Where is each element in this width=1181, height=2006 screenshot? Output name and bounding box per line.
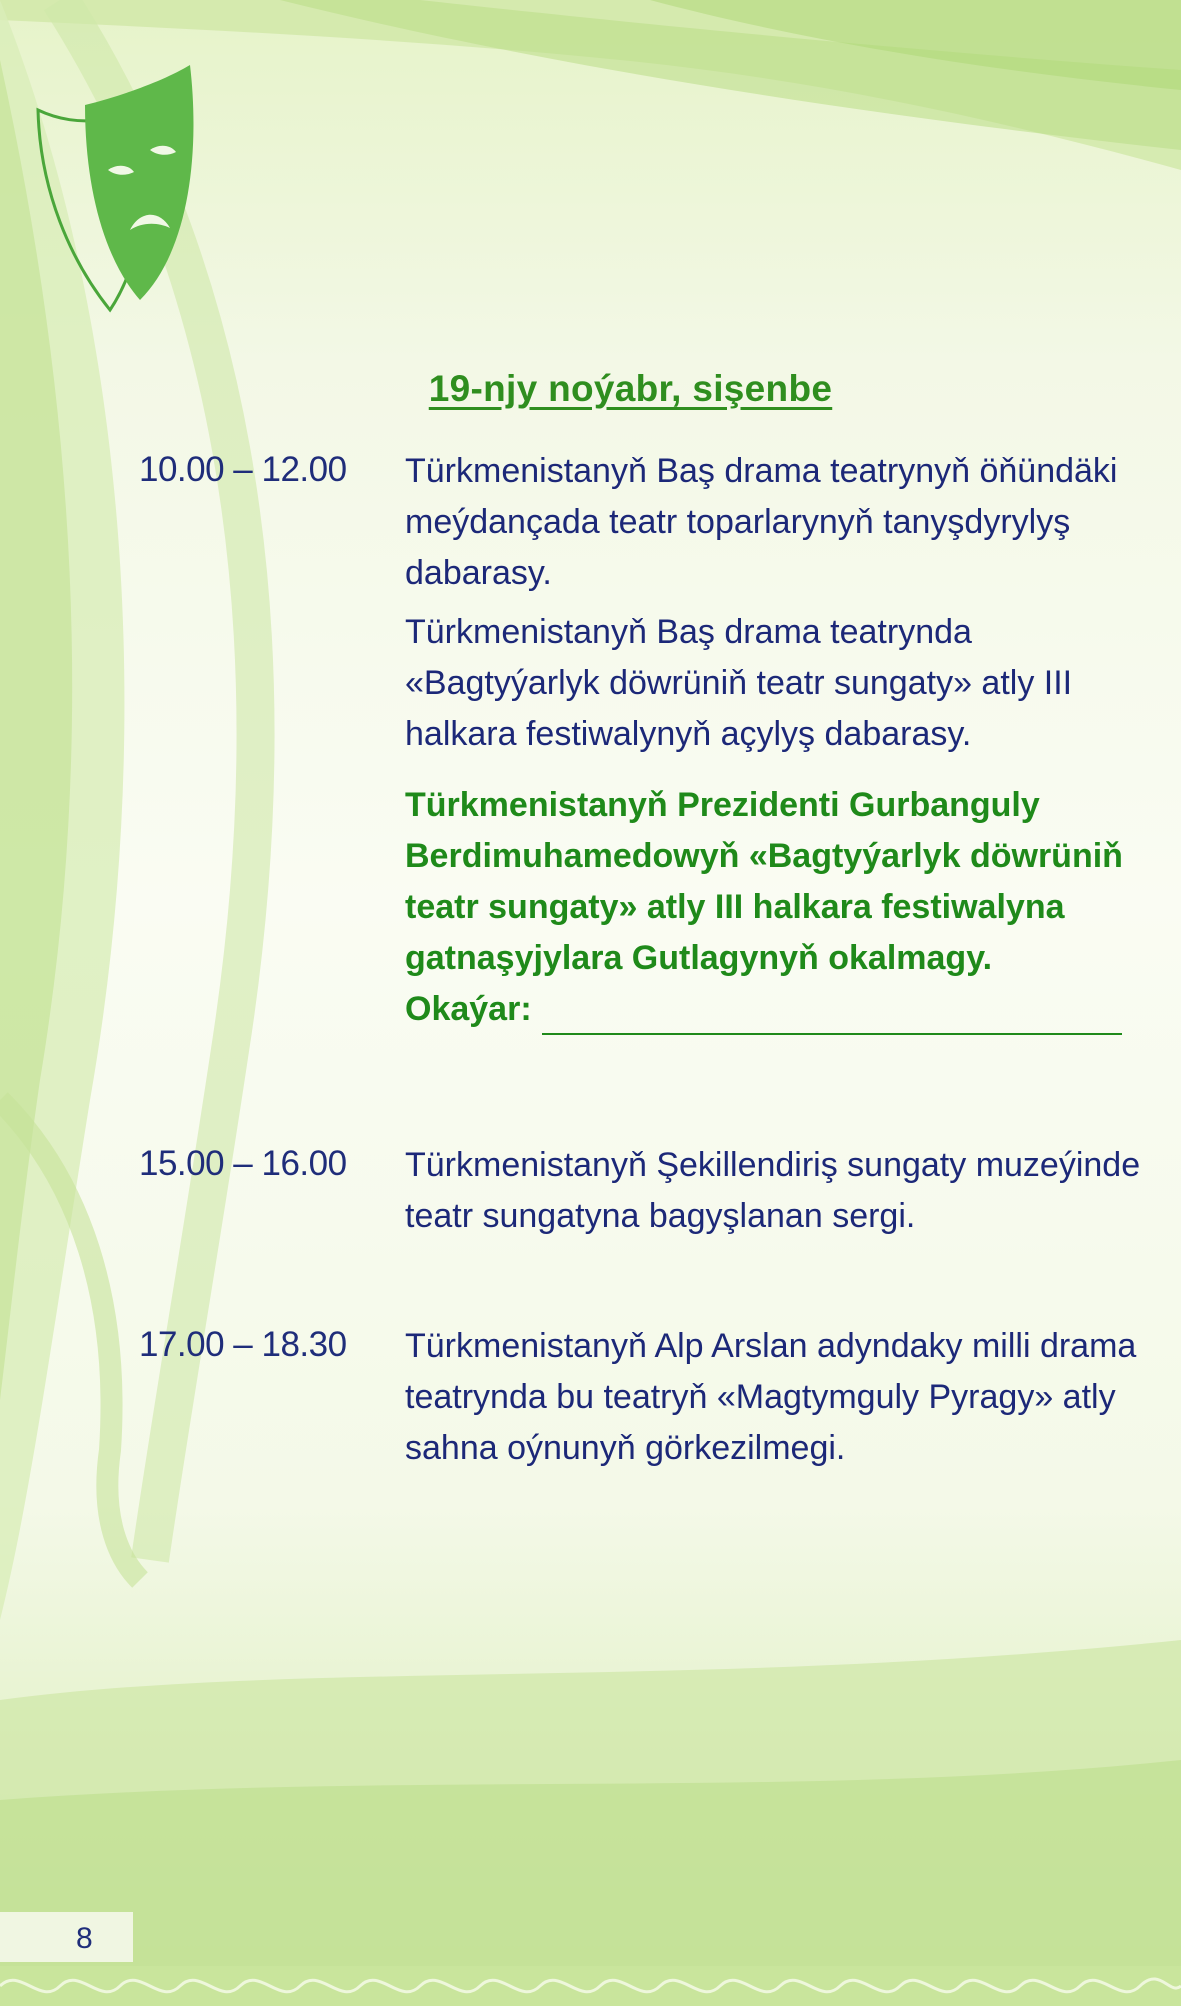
entry-time: 10.00 – 12.00 — [139, 450, 347, 489]
entry-description — [405, 1321, 1155, 1482]
entry-time: 17.00 – 18.30 — [139, 1325, 347, 1364]
entry-paragraph: Türkmenistanyň Baş drama teatrynyň öňündäki meýdançada teatr toparlarynyň tanyşdyrylyş dabarasy. — [405, 452, 1118, 592]
page-title: 19-njy noýabr, sişenbe — [428, 368, 833, 409]
host-row — [405, 984, 1155, 1035]
host-label: Okaýar: — [405, 990, 532, 1028]
entry-description — [405, 1140, 1155, 1250]
entry-paragraph: Türkmenistanyň Baş drama teatrynda «Bagtyýarlyk döwrüniň teatr sungaty» atly III halkara festiwalynyň açylyş dabarasy. — [405, 613, 1073, 753]
host-blank-line — [542, 995, 1122, 1035]
highlight-paragraph: Türkmenistanyň Prezidenti Gurbanguly Berdimuhamedowyň «Bagtyýarlyk döwrüniň teatr sungaty» atly III halkara festiwalyna gatnaşyjylara Gutlagynyň okalmagy. — [405, 786, 1123, 977]
entry-description — [405, 446, 1155, 1035]
entry-paragraph: Türkmenistanyň Şekillendiriş sungaty muzeýinde teatr sungatyna bagyşlanan sergi. — [405, 1146, 1141, 1235]
theatre-mask-icon — [30, 60, 200, 320]
entry-time: 15.00 – 16.00 — [139, 1144, 347, 1183]
page-number: 8 — [76, 1922, 93, 1955]
page-number-box — [0, 1912, 133, 1962]
entry-paragraph: Türkmenistanyň Alp Arslan adyndaky milli drama teatrynda bu teatryň «Magtymguly Pyragy» atly sahna oýnunyň görkezilmegi. — [405, 1327, 1137, 1467]
ornament-band — [0, 1966, 1181, 2006]
